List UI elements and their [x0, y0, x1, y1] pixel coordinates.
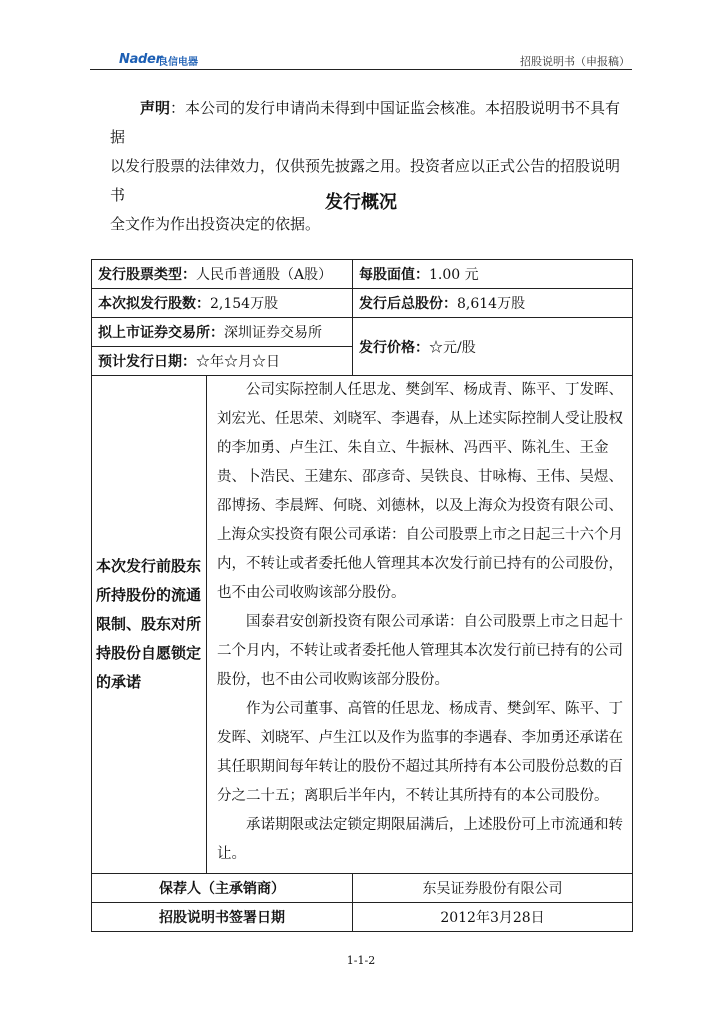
issue-date-cell	[92, 347, 353, 376]
table-row	[92, 289, 633, 318]
statement-label: 声明	[140, 99, 171, 117]
shares-issued-value: 2,154万股	[210, 296, 279, 312]
issuance-overview-table	[91, 259, 633, 932]
total-shares-label: 发行后总股份：	[359, 296, 457, 312]
stock-type-label: 发行股票类型：	[98, 267, 196, 283]
issue-price-label: 发行价格：	[359, 339, 429, 356]
lockup-paragraph: 作为公司董事、高管的任思龙、杨成青、樊剑军、陈平、丁发晖、刘晓军、卢生江以及作为监事的李遇春、李加勇还承诺在其任职期间每年转让的股份不超过其所持有本公司股份总数的百分之二十五；离职后半年内，不转让其所持有的本公司股份。	[217, 701, 623, 804]
total-shares-value: 8,614万股	[457, 296, 526, 312]
company-logo-cn: 良信电器	[158, 57, 198, 68]
exchange-label: 拟上市证券交易所：	[98, 325, 224, 341]
par-value-cell	[353, 260, 633, 289]
lockup-label: 本次发行前股东所持股份的流通限制、股东对所持股份自愿锁定的承诺	[92, 376, 207, 874]
statement-text-1: ：本公司的发行申请尚未得到中国证监会核准。本招股说明书不具有据	[110, 99, 621, 146]
total-shares-cell	[353, 289, 633, 318]
section-title: 发行概况	[325, 192, 397, 213]
stock-type-value: 人民币普通股（A股）	[196, 267, 333, 283]
table-row	[92, 903, 633, 932]
par-value-label: 每股面值：	[359, 267, 429, 283]
exchange-cell	[92, 318, 353, 347]
statement-line-3: 全文作为作出投资决定的依据。	[110, 215, 321, 233]
issue-price-value: ☆元/股	[429, 339, 476, 356]
issue-price-cell	[353, 318, 633, 376]
exchange-value: 深圳证券交易所	[224, 325, 322, 341]
sign-date-label: 招股说明书签署日期	[92, 903, 353, 932]
table-row	[92, 318, 633, 347]
lockup-paragraph: 承诺期限或法定锁定期限届满后，上述股份可上市流通和转让。	[217, 817, 623, 862]
sign-date-value: 2012年3月28日	[353, 903, 633, 932]
statement-block	[110, 94, 630, 239]
statement-line-1	[110, 94, 630, 152]
page-header	[90, 46, 632, 68]
sponsor-value: 东吴证券股份有限公司	[353, 874, 633, 903]
header-divider	[90, 69, 632, 70]
table-row	[92, 260, 633, 289]
statement-line-2: 以发行股票的法律效力，仅供预先披露之用。投资者应以正式公告的招股说明书	[110, 157, 621, 204]
par-value-value: 1.00 元	[429, 267, 479, 283]
stock-type-cell	[92, 260, 353, 289]
table-row	[92, 376, 633, 874]
company-logo: Nader	[119, 52, 162, 67]
issue-date-value: ☆年☆月☆日	[196, 354, 280, 370]
page-number: 1-1-2	[346, 954, 376, 967]
table-row	[92, 874, 633, 903]
lockup-content	[207, 376, 633, 874]
shares-issued-label: 本次拟发行股数：	[98, 296, 210, 312]
lockup-paragraph: 公司实际控制人任思龙、樊剑军、杨成青、陈平、丁发晖、刘宏光、任思荣、刘晓军、李遇春，从上述实际控制人受让股权的李加勇、卢生江、朱自立、牛振林、冯西平、陈礼生、王金贵、卜浩民、王建东、邵彦奇、吴铁良、甘咏梅、王伟、吴煜、邵博扬、李晨辉、何晓、刘德林，以及上海众为投资有限公司、上海众实投资有限公司承诺：自公司股票上市之日起三十六个月内，不转让或者委托他人管理其本次发行前已持有的公司股份，也不由公司收购该部分股份。	[217, 382, 623, 601]
lockup-paragraph: 国泰君安创新投资有限公司承诺：自公司股票上市之日起十二个月内，不转让或者委托他人管理其本次发行前已持有的公司股份，也不由公司收购该部分股份。	[217, 614, 623, 688]
document-title: 招股说明书（申报稿）	[520, 55, 630, 68]
issue-date-label: 预计发行日期：	[98, 354, 196, 370]
shares-issued-cell	[92, 289, 353, 318]
sponsor-label: 保荐人（主承销商）	[92, 874, 353, 903]
